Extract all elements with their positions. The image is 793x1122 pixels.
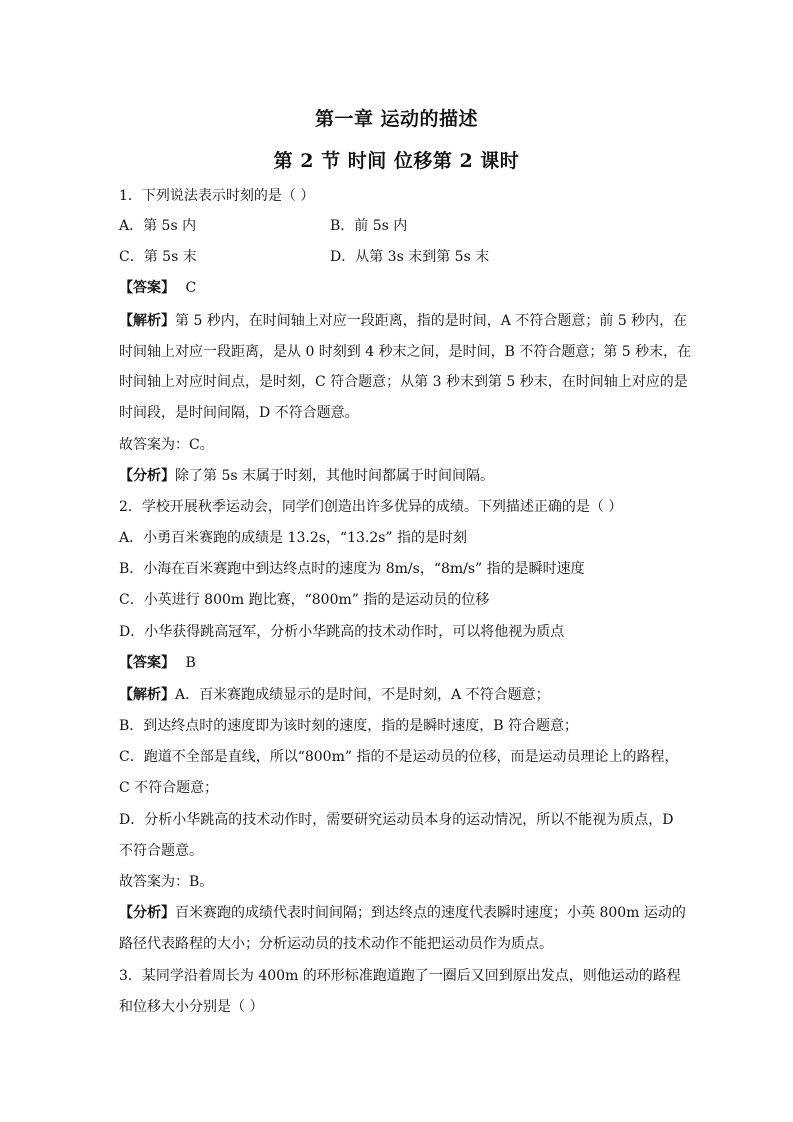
q2-option-b: B．小海在百米赛跑中到达终点时的速度为 8m/s，“8m/s” 指的是瞬时速度: [119, 561, 585, 577]
q1-answer: [119, 278, 679, 298]
q1-option-b: B．前 5s 内: [330, 218, 408, 234]
answer-value: C: [185, 280, 197, 296]
answer-tag: 【答案】: [119, 655, 175, 671]
analysis-text: A．百米赛跑成绩显示的是时间，不是时刻，A 不符合题意；: [175, 687, 550, 703]
q1-option-c: C．第 5s 末: [119, 249, 197, 265]
q1-analysis-line-1: [119, 311, 688, 331]
q2-analysis-line-6: 不符合题意。: [119, 843, 203, 859]
q1-options-row-2: [119, 247, 679, 267]
analysis-tag: 【解析】: [119, 687, 175, 703]
section-title: 第 2 节 时间 位移第 2 课时: [273, 150, 520, 172]
q2-option-c: C．小英进行 800m 跑比赛，“800m” 指的是运动员的位移: [119, 592, 490, 608]
note-text: 除了第 5s 末属于时刻，其他时间都属于时间间隔。: [175, 468, 494, 484]
q2-analysis-line-5: D．分析小华跳高的技术动作时，需要研究运动员本身的运动情况，所以不能视为质点，D: [119, 812, 674, 828]
q2-analysis-line-2: B．到达终点时的速度即为该时刻的速度，指的是瞬时速度，B 符合题意；: [119, 718, 579, 734]
analysis-text: 第 5 秒内，在时间轴上对应一段距离，指的是时间，A 不符合题意；前 5 秒内，在: [175, 313, 688, 329]
q1-option-d: D．从第 3s 末到第 5s 末: [330, 249, 490, 265]
q2-analysis-line-4: C 不符合题意；: [119, 780, 219, 796]
q3-stem-line-2: 和位移大小分别是（ ）: [119, 999, 264, 1015]
chapter-title: 第一章 运动的描述: [314, 108, 479, 130]
q3-stem-line-1: 3．某同学沿着周长为 400m 的环形标准跑道跑了一圈后又回到原出发点，则他运动的路程: [119, 968, 681, 984]
q1-final-answer: 故答案为：C。: [119, 437, 214, 453]
q2-final-answer: 故答案为：B。: [119, 874, 214, 890]
q1-options-row-1: [119, 216, 679, 236]
q2-analysis-line-3: C．跑道不全部是直线，所以“800m” 指的不是运动员的位移，而是运动员理论上的路程，: [119, 749, 679, 765]
q1-stem: 1．下列说法表示时刻的是（ ）: [119, 188, 315, 204]
q2-stem: 2．学校开展秋季运动会，同学们创造出许多优异的成绩。下列描述正确的是（ ）: [119, 499, 623, 515]
q2-option-a: A．小勇百米赛跑的成绩是 13.2s，“13.2s” 指的是时刻: [119, 530, 468, 546]
answer-value: B: [185, 655, 196, 671]
note-tag: 【分析】: [119, 905, 175, 921]
q2-note-line-1: [119, 903, 686, 923]
answer-tag: 【答案】: [119, 280, 175, 296]
note-tag: 【分析】: [119, 468, 175, 484]
q2-note-line-2: 路径代表路程的大小；分析运动员的技术动作不能把运动员作为质点。: [119, 936, 553, 952]
q1-analysis-line-4: 时间段，是时间间隔，D 不符合题意。: [119, 405, 359, 421]
q2-analysis-line-1: [119, 685, 679, 705]
q1-analysis-line-3: 时间轴上对应时间点，是时刻，C 符合题意；从第 3 秒末到第 5 秒末，在时间轴上对应的是: [119, 374, 688, 390]
note-text: 百米赛跑的成绩代表时间间隔；到达终点的速度代表瞬时速度；小英 800m 运动的: [175, 905, 686, 921]
q1-option-a: A．第 5s 内: [119, 218, 197, 234]
q1-note: [119, 466, 679, 486]
q2-option-d: D．小华获得跳高冠军，分析小华跳高的技术动作时，可以将他视为质点: [119, 624, 565, 640]
q1-analysis-line-2: 时间轴上对应一段距离，是从 0 时刻到 4 秒末之间，是时间，B 不符合题意；第 5 秒末，在: [119, 344, 692, 360]
q2-answer: [119, 653, 679, 673]
analysis-tag: 【解析】: [119, 313, 175, 329]
